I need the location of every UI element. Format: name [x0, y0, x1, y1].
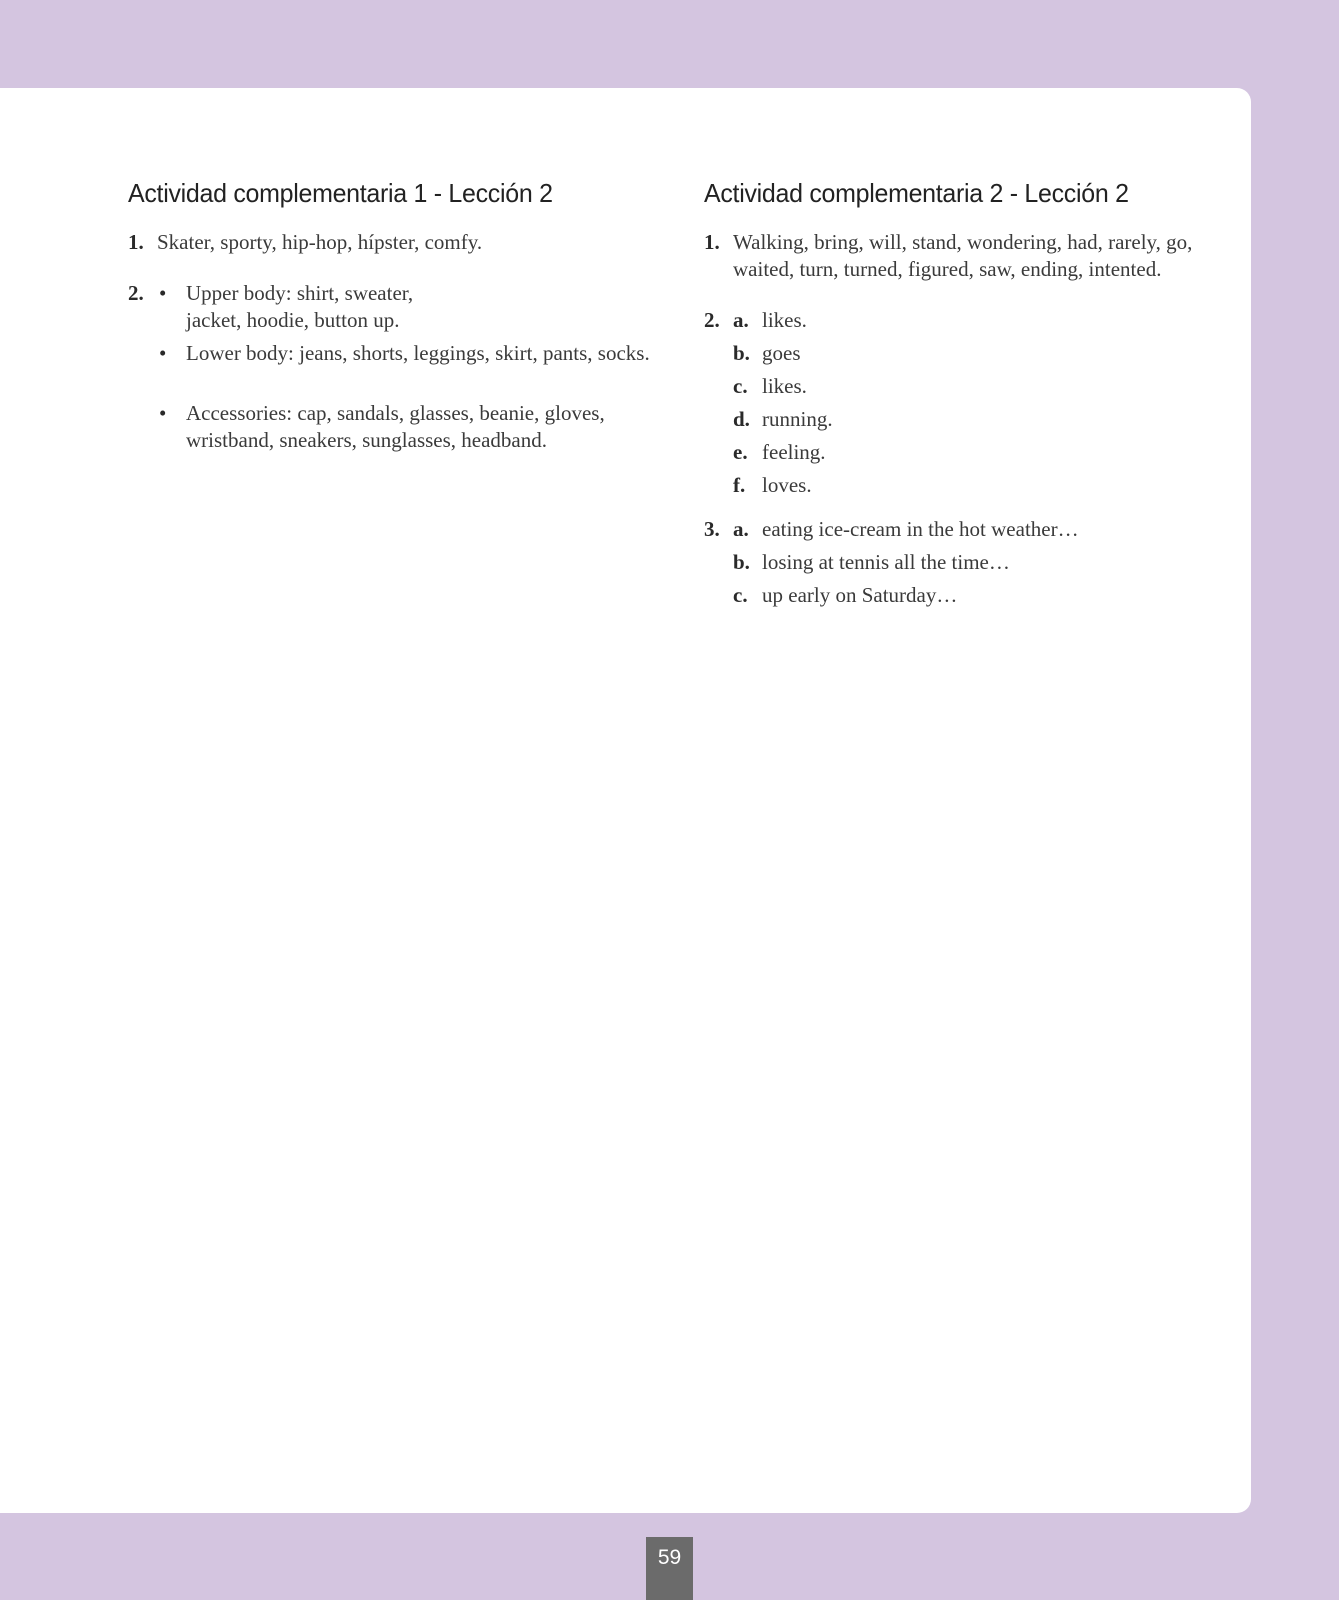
activity-1-heading: Actividad complementaria 1 - Lección 2 [128, 178, 553, 208]
item-letter: e. [733, 440, 748, 464]
answer-sheet [0, 88, 1251, 1513]
answer-text: Upper body: shirt, sweater, jacket, hoodie, button up. [186, 281, 414, 332]
answer-text: Accessories: cap, sandals, glasses, beanie, gloves, wristband, sneakers, sunglasses, headband. [186, 401, 605, 452]
item-letter: a. [733, 517, 749, 541]
question-number: 1. [128, 230, 144, 254]
question-number: 3. [704, 517, 720, 541]
item-letter: a. [733, 308, 749, 332]
answer-text: running. [762, 407, 833, 431]
item-letter: f. [733, 473, 746, 497]
answer-text: likes. [762, 374, 807, 398]
answer-text: Walking, bring, will, stand, wondering, had, rarely, go, waited, turn, turned, figured, saw, ending, intented. [733, 230, 1193, 281]
list-item [128, 280, 458, 334]
answer-text: up early on Saturday… [762, 583, 958, 607]
bullet: • [159, 281, 167, 305]
answer-text: likes. [762, 308, 807, 332]
page-number: 59 [646, 1537, 693, 1600]
item-letter: c. [733, 583, 748, 607]
answer-text: feeling. [762, 440, 826, 464]
bullet: • [159, 341, 167, 365]
answer-text: Lower body: jeans, shorts, leggings, skirt, pants, socks. [186, 341, 650, 365]
answer-text: Skater, sporty, hip-hop, hípster, comfy. [157, 230, 483, 254]
answer-text: goes [762, 341, 801, 365]
item-letter: b. [733, 550, 750, 574]
activity-2-heading: Actividad complementaria 2 - Lección 2 [704, 178, 1129, 208]
question-number: 2. [128, 281, 144, 305]
item-letter: d. [733, 407, 750, 431]
answer-text: losing at tennis all the time… [762, 550, 1010, 574]
question-number: 2. [704, 308, 720, 332]
bullet: • [159, 401, 167, 425]
item-letter: c. [733, 374, 748, 398]
item-letter: b. [733, 341, 750, 365]
answer-text: eating ice-cream in the hot weather… [762, 517, 1079, 541]
question-number: 1. [704, 230, 720, 254]
answer-text: loves. [762, 473, 812, 497]
